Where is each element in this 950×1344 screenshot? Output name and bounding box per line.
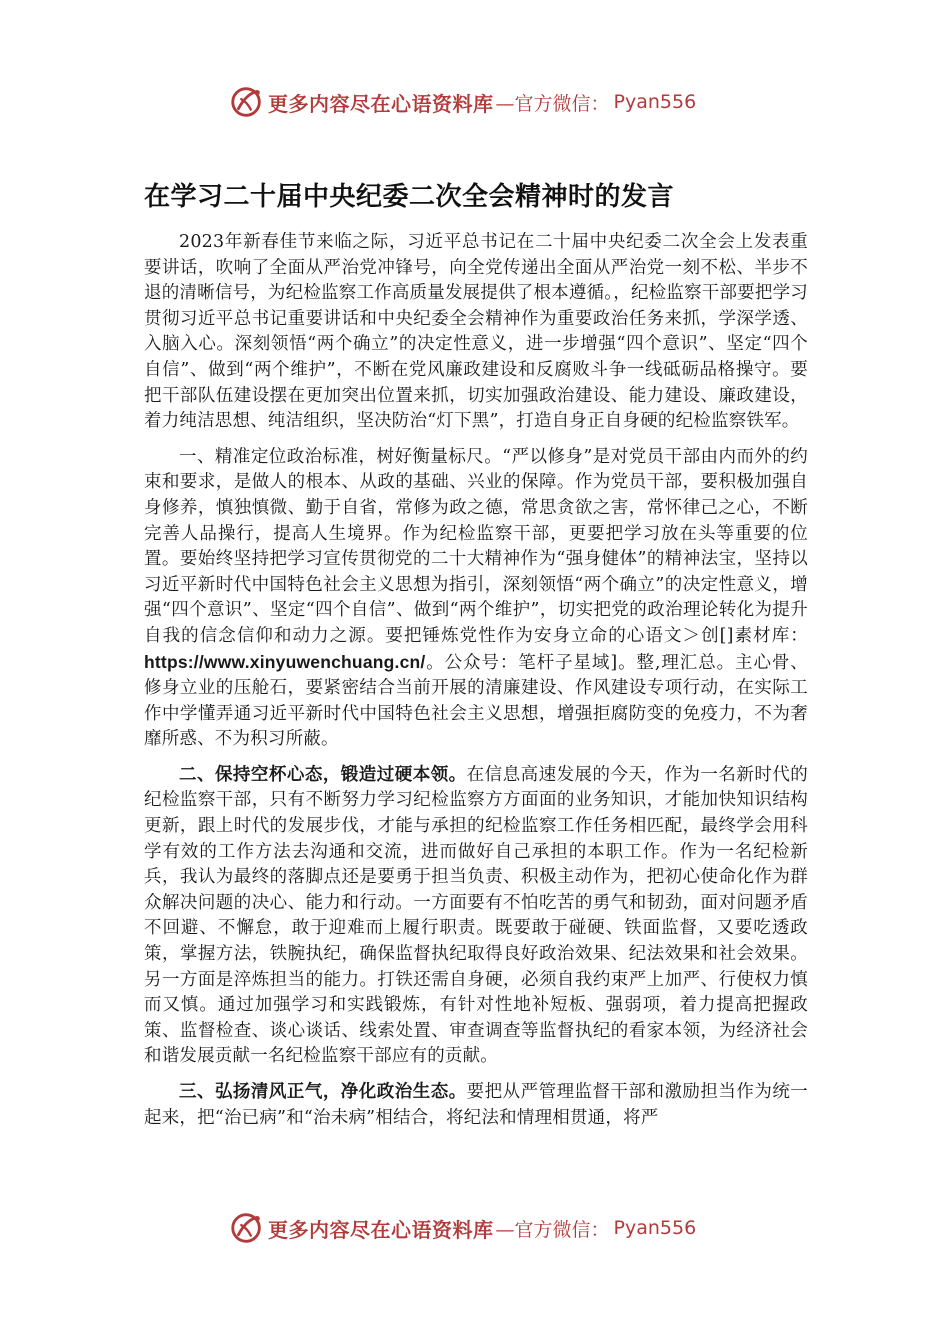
section-3-heading: 三、弘扬清风正气，净化政治生态。 [179,1082,467,1102]
brand-logo-icon [228,1209,266,1247]
section-3-body: 要把从严管理监督干部和激励担当作为统一起来，把“治已病”和“治未病”相结合，将纪法和情理相贯通，将严 [144,1082,808,1128]
section-2-heading: 二、保持空杯心态，锻造过硬本领。 [179,764,467,785]
watermark-sub-text: —官方微信： [495,92,610,115]
watermark-main-text: 更多内容尽在心语资料库 [268,91,494,116]
document-body [144,230,808,1141]
section-1-text-a: 一、精准定位政治标准，树好衡量标尺。“严以修身”是对党员干部由内而外的约束和要求，是做人的根本、从政的基础、兴业的保障。作为党员干部，要积极加强自身修养，慎独慎微、勤于自省，常修为政之德，常思贪欲之害，常怀律己之心，不断完善人品操行，提高人生境界。作为纪检监察干部，更要把学习放在头等重要的位置。要始终坚持把学习宣传贯彻党的二十大精神作为“强身健体”的精神法宝，坚持以习近平新时代中国特色社会主义思想为指引，深刻领悟“两个确立”的决定性意义，增强“四个意识”、坚定“四个自信”、做到“两个维护”，切实把党的政治理论转化为提升自我的信念信仰和动力之源。要把锤炼党性作为安身立命的心语文＞创[]素材库： [144,446,808,646]
section-1-text-b: 。公众号：笔杆子星域]。整,理汇总。主心骨、修身立业的压舱石，要紧密结合当前开展的清廉建设、作风建设专项行动，在实际工作中学懂弄通习近平新时代中国特色社会主义思想，增强拒腐防变的免疫力，不为奢靡所惑、不为积习所蔽。 [144,652,808,750]
document-title: 在学习二十届中央纪委二次全会精神时的发言 [144,182,675,212]
watermark-wechat-id: Pyan556 [613,91,697,113]
intro-paragraph: 2023年新春佳节来临之际，习近平总书记在二十届中央纪委二次全会上发表重要讲话，吹响了全面从严治党冲锋号，向全党传递出全面从严治党一刻不松、半步不退的清晰信号，为纪检监察工作高质量发展提供了根本遵循。，纪检监察干部要把学习贯彻习近平总书记重要讲话和中央纪委全会精神作为重要政治任务来抓，学深学透、入脑入心。深刻领悟“两个确立”的决定性意义，进一步增强“四个意识”、坚定“四个自信”、做到“两个维护”，不断在党风廉政建设和反腐败斗争一线砥砺品格操守。要把干部队伍建设摆在更加突出位置来抓，切实加强政治建设、能力建设、廉政建设，着力纯洁思想、纯洁组织，坚决防治“灯下黑”，打造自身正自身硬的纪检监察铁军。 [144,232,808,432]
watermark-main-text: 更多内容尽在心语资料库 [268,1217,494,1242]
footer-watermark [228,1208,748,1248]
source-url-link[interactable]: https://www.xinyuwenchuang.cn/ [144,651,426,672]
section-3-paragraph [144,1080,808,1131]
section-2-paragraph [144,763,808,1070]
section-1-paragraph [144,445,808,753]
brand-logo-icon [228,83,266,121]
section-2-body: 在信息高速发展的今天，作为一名新时代的纪检监察干部，只有不断努力学习纪检监察方方面面的业务知识，才能加快知识结构更新，跟上时代的发展步伐，才能与承担的纪检监察工作任务相匹配，最终学会用科学有效的工作方法去沟通和交流，进而做好自己承担的本职工作。作为一名纪检新兵，我认为最终的落脚点还是要勇于担当负责、积极主动作为，把初心使命化作为群众解决问题的决心、能力和行动。一方面要有不怕吃苦的勇气和韧劲，面对问题矛盾不回避、不懈怠，敢于迎难而上履行职责。既要敢于碰硬、铁面监督，又要吃透政策，掌握方法，铁腕执纪，确保监督执纪取得良好政治效果、纪法效果和社会效果。另一方面是淬炼担当的能力。打铁还需自身硬，必须自我约束严上加严、行使权力慎而又慎。通过加强学习和实践锻炼，有针对性地补短板、强弱项，着力提高把握政策、监督检查、谈心谈话、线索处置、审查调查等监督执纪的看家本领，为经济社会和谐发展贡献一名纪检监察干部应有的贡献。 [144,764,808,1067]
watermark-wechat-id: Pyan556 [613,1217,697,1239]
watermark-sub-text: —官方微信： [495,1218,610,1241]
header-watermark [228,82,748,122]
